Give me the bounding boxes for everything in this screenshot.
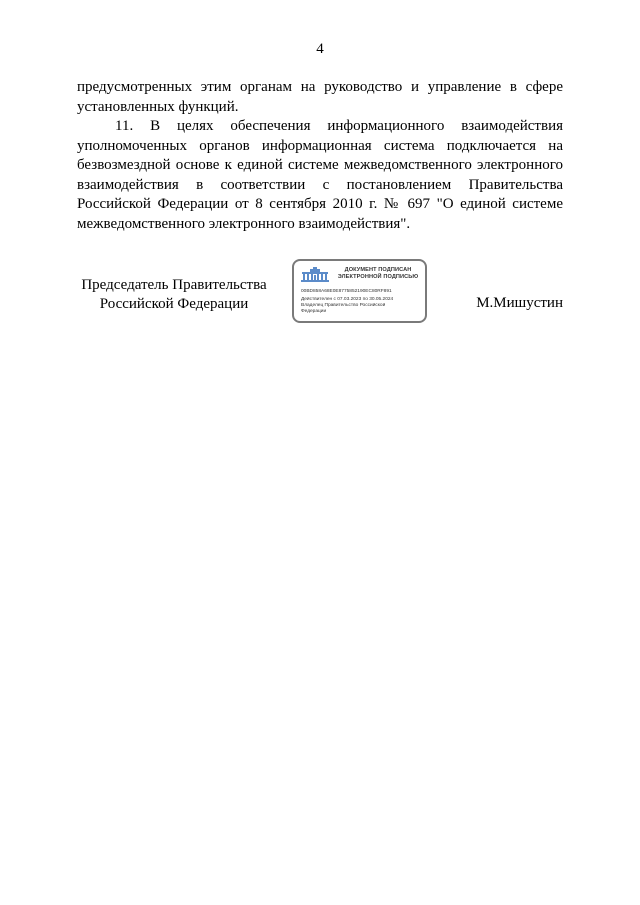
stamp-title-line-1: ДОКУМЕНТ ПОДПИСАН <box>344 267 412 273</box>
stamp-owner-line-1: Владелец Правительство Российской <box>301 303 386 308</box>
government-building-icon <box>300 267 330 283</box>
signatory-position-line-1: Председатель Правительства <box>81 277 267 293</box>
signatory-position <box>74 276 274 314</box>
stamp-validity-period: Действителен с 07.03.2023 по 30.05.2024 <box>301 297 394 302</box>
page-number: 4 <box>316 41 324 57</box>
stamp-certificate-serial: 00BD858A68E0E8775852190EC80RF891 <box>301 289 392 294</box>
signatory-position-line-2: Российской Федерации <box>99 296 249 312</box>
stamp-owner-line-2: Федерации <box>301 309 327 314</box>
electronic-signature-stamp <box>292 259 427 323</box>
stamp-title <box>332 267 424 281</box>
stamp-title-line-2: ЭЛЕКТРОННОЙ ПОДПИСЬЮ <box>337 273 419 280</box>
paragraph-11: 11. В целях обеспечения информационного взаимодействия уполномоченных органов информационная система подключается на безвозмездной основе к единой системе межведомственного электронного взаимодействия в соответствии с постановлением Правительства Российской Федерации от 8 сентября 2010 г. № 697 "О единой системе межведомственного электронного взаимодействия". <box>77 118 563 232</box>
paragraph-continuation: предусмотренных этим органам на руководство и управление в сфере установленных функций. <box>77 79 563 115</box>
document-body <box>77 78 563 234</box>
signatory-name: М.Мишустин <box>476 295 563 311</box>
